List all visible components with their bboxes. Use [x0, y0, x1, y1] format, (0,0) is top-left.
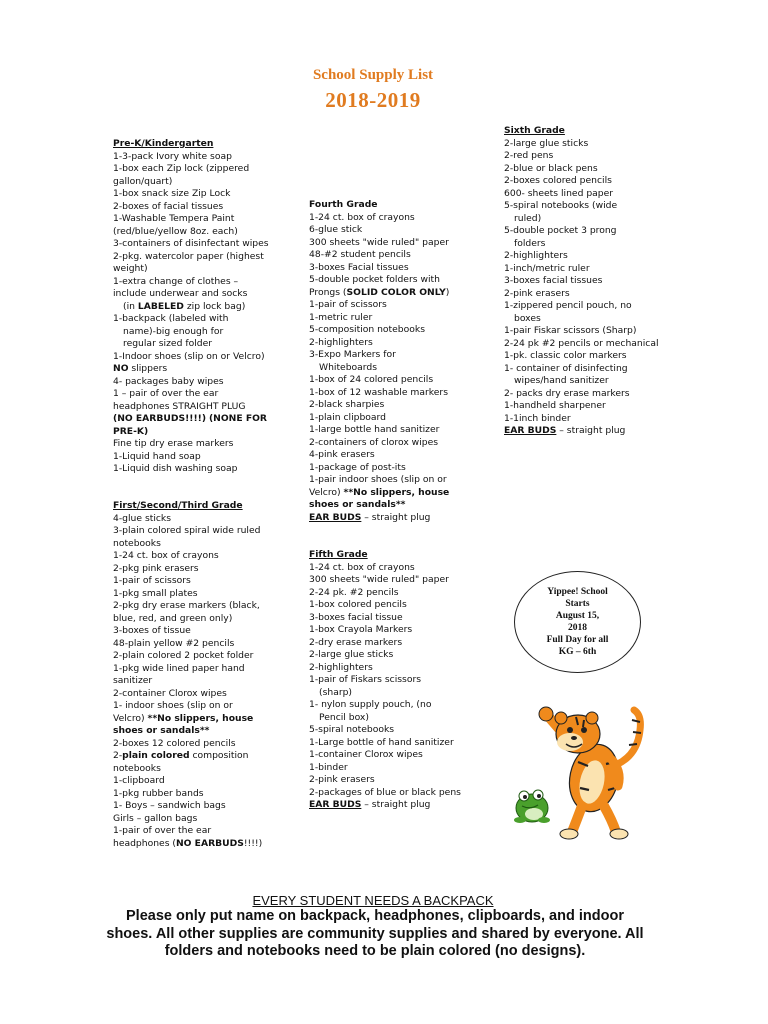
- list-item: 3-boxes facial tissue: [309, 611, 403, 623]
- list-item: 1- container of disinfecting: [504, 362, 628, 374]
- list-item: 1-box Crayola Markers: [309, 624, 413, 635]
- list-item: 3-containers of disinfectant wipes: [113, 238, 269, 249]
- mascot-artwork: [512, 690, 652, 840]
- list-item: 48-#2 student pencils: [309, 249, 411, 260]
- list-item: 1-box of 12 washable markers: [309, 386, 448, 398]
- announcement-line: KG – 6th: [558, 647, 597, 657]
- list-item: EAR BUDS – straight plug: [309, 511, 431, 523]
- list-item: 2-pink erasers: [309, 774, 375, 785]
- list-item: 2-highlighters: [504, 250, 568, 261]
- first-third-list: [113, 500, 262, 850]
- list-item: 1- indoor shoes (slip on or: [113, 700, 233, 711]
- list-item: 2-boxes colored pencils: [504, 175, 612, 186]
- list-item: (red/blue/yellow 8oz. each): [113, 225, 238, 237]
- school-start-announcement: [514, 571, 641, 673]
- list-item: 4-glue sticks: [113, 512, 172, 524]
- list-item: Prongs (SOLID COLOR ONLY): [309, 286, 450, 298]
- list-item: blue, red, and green only): [113, 612, 233, 624]
- list-item: shoes or sandals**: [309, 499, 406, 510]
- list-item: 1-box of 24 colored pencils: [309, 374, 434, 385]
- list-item: 5-spiral notebooks (wide: [504, 200, 618, 211]
- list-item: 1-pkg small plates: [113, 587, 198, 599]
- school-year: 2018-2019: [325, 88, 421, 112]
- fifth-grade-heading: Fifth Grade: [309, 549, 368, 560]
- list-item: 2-large glue sticks: [504, 137, 589, 149]
- page-title: School Supply List: [312, 67, 434, 83]
- list-item: 1-24 ct. box of crayons: [309, 561, 415, 573]
- list-item: 5-composition notebooks: [309, 324, 425, 335]
- list-item: 600- sheets lined paper: [504, 187, 614, 199]
- list-item: include underwear and socks: [113, 288, 248, 299]
- list-item: 2-highlighters: [309, 336, 373, 348]
- list-item: 6-glue stick: [309, 224, 363, 235]
- list-item: name)-big enough for: [123, 325, 224, 337]
- list-item: 5-double pocket 3 prong: [504, 225, 617, 236]
- list-item: 1-extra change of clothes –: [113, 275, 239, 287]
- list-item: 2- packs dry erase markers: [504, 387, 630, 399]
- list-item: 2-large glue sticks: [309, 649, 394, 660]
- announcement-line: Starts: [565, 599, 590, 609]
- list-item: 3-boxes facial tissues: [504, 275, 603, 286]
- list-item: 1-pkg wide lined paper hand: [113, 662, 245, 674]
- list-item: 1-pair indoor shoes (slip on or: [309, 474, 447, 485]
- list-item: notebooks: [113, 537, 161, 549]
- list-item: (sharp): [319, 686, 353, 698]
- list-item: 1-Indoor shoes (slip on or Velcro): [113, 350, 265, 362]
- list-item: 1-box each Zip lock (zippered: [113, 163, 250, 174]
- list-item: 1-box colored pencils: [309, 599, 407, 610]
- list-item: Girls – gallon bags: [113, 812, 198, 824]
- list-item: 2-boxes of facial tissues: [113, 200, 224, 212]
- list-item: headphones STRAIGHT PLUG: [113, 400, 246, 412]
- list-item: 2-dry erase markers: [309, 636, 403, 648]
- list-item: 300 sheets "wide ruled" paper: [309, 236, 449, 248]
- prek-heading: Pre-K/Kindergarten: [113, 138, 214, 149]
- list-item: 1-inch/metric ruler: [504, 262, 590, 274]
- list-item: 2-pkg pink erasers: [113, 562, 199, 574]
- announcement-line: August 15,: [555, 611, 600, 621]
- list-item: 2-blue or black pens: [504, 162, 598, 174]
- list-item: 1-zippered pencil pouch, no: [504, 300, 632, 311]
- list-item: 3-boxes Facial tissues: [309, 261, 409, 273]
- list-item: 4- packages baby wipes: [113, 375, 224, 387]
- tiger-mascot-illustration: [539, 707, 641, 839]
- list-item: Whiteboards: [319, 361, 378, 373]
- list-item: 2-pkg. watercolor paper (highest: [113, 250, 264, 262]
- list-item: 3-boxes of tissue: [113, 625, 191, 636]
- list-item: 1-container Clorox wipes: [309, 749, 423, 760]
- list-item: 5-spiral notebooks: [309, 724, 395, 735]
- list-item: 1-pkg rubber bands: [113, 787, 204, 799]
- list-item: 1- Boys – sandwich bags: [113, 800, 226, 811]
- list-item: 1-24 ct. box of crayons: [113, 550, 219, 561]
- list-item: 2-red pens: [504, 150, 554, 161]
- frog-illustration: [514, 790, 550, 823]
- first-third-heading: First/Second/Third Grade: [113, 500, 243, 511]
- list-item: Fine tip dry erase markers: [113, 438, 234, 449]
- list-item: 300 sheets "wide ruled" paper: [309, 574, 449, 585]
- list-item: 1-handheld sharpener: [504, 400, 606, 411]
- list-item: 2-container Clorox wipes: [113, 687, 227, 699]
- list-item: boxes: [514, 312, 541, 324]
- list-item: 1-pk. classic color markers: [504, 350, 627, 361]
- list-item: 2-black sharpies: [309, 399, 385, 410]
- list-item: 3-plain colored spiral wide ruled: [113, 525, 261, 536]
- list-item: wipes/hand sanitizer: [514, 375, 609, 386]
- list-item: (in LABELED zip lock bag): [123, 300, 246, 312]
- list-item: 2-highlighters: [309, 661, 373, 673]
- announcement-line: 2018: [568, 623, 587, 633]
- list-item: Velcro) **No slippers, house: [113, 712, 254, 724]
- list-item: weight): [113, 263, 148, 274]
- fourth-grade-list: [309, 199, 449, 524]
- list-item: 48-plain yellow #2 pencils: [113, 637, 235, 649]
- list-item: shoes or sandals**: [113, 725, 210, 736]
- list-item: 1-3-pack Ivory white soap: [113, 150, 232, 162]
- list-item: 1-1inch binder: [504, 412, 571, 424]
- list-item: regular sized folder: [123, 338, 212, 349]
- list-item: Velcro) **No slippers, house: [309, 486, 450, 498]
- list-item: 1-24 ct. box of crayons: [309, 211, 415, 223]
- list-item: sanitizer: [113, 675, 153, 686]
- list-item: 2-24 pk #2 pencils or mechanical: [504, 337, 659, 349]
- fifth-grade-list: [309, 549, 461, 812]
- list-item: Pencil box): [319, 711, 369, 723]
- list-item: 1-backpack (labeled with: [113, 313, 229, 324]
- list-item: 4-pink erasers: [309, 449, 375, 460]
- list-item: 1-large bottle hand sanitizer: [309, 424, 440, 435]
- list-item: 1-pair of over the ear: [113, 825, 212, 836]
- list-item: 1-Liquid hand soap: [113, 450, 201, 462]
- list-item: 1-pair Fiskar scissors (Sharp): [504, 325, 637, 336]
- sixth-grade-heading: Sixth Grade: [504, 125, 565, 136]
- list-item: 2-pkg dry erase markers (black,: [113, 600, 260, 611]
- list-item: folders: [514, 237, 546, 249]
- list-item: EAR BUDS – straight plug: [504, 425, 626, 436]
- list-item: 2-boxes 12 colored pencils: [113, 737, 236, 749]
- list-item: 5-double pocket folders with: [309, 274, 440, 285]
- announcement-line: Full Day for all: [546, 635, 609, 645]
- list-item: 2-packages of blue or black pens: [309, 786, 461, 798]
- list-item: 1-package of post-its: [309, 461, 406, 473]
- list-item: 1-metric ruler: [309, 311, 373, 323]
- list-item: PRE-K): [113, 425, 149, 437]
- list-item: 1-box snack size Zip Lock: [113, 188, 231, 199]
- list-item: 1-pair of scissors: [309, 299, 387, 310]
- list-item: 2-24 pk. #2 pencils: [309, 586, 399, 598]
- list-item: 3-Expo Markers for: [309, 349, 396, 360]
- list-item: ruled): [514, 212, 542, 224]
- list-item: EAR BUDS – straight plug: [309, 799, 431, 810]
- list-item: headphones (NO EARBUDS!!!!): [113, 837, 263, 849]
- list-item: NO slippers: [113, 363, 168, 374]
- backpack-headline: EVERY STUDENT NEEDS A BACKPACK: [252, 893, 494, 908]
- list-item: 1-Washable Tempera Paint: [113, 213, 235, 224]
- list-item: 1-pair of scissors: [113, 575, 191, 586]
- list-item: 2-plain colored 2 pocket folder: [113, 650, 254, 661]
- list-item: notebooks: [113, 762, 161, 774]
- list-item: 2-containers of clorox wipes: [309, 436, 439, 448]
- list-item: (NO EARBUDS!!!!) (NONE FOR: [113, 413, 267, 424]
- list-item: 1-pair of Fiskars scissors: [309, 674, 422, 685]
- list-item: 1 – pair of over the ear: [113, 388, 219, 399]
- list-item: 2-pink erasers: [504, 287, 570, 299]
- list-item: 1-plain clipboard: [309, 411, 386, 423]
- list-item: 1-clipboard: [113, 775, 165, 786]
- prek-list: [113, 138, 269, 476]
- list-item: gallon/quart): [113, 175, 173, 187]
- list-item: 1-binder: [309, 761, 348, 773]
- list-item: 1- nylon supply pouch, (no: [309, 699, 432, 710]
- sixth-grade-list: [504, 125, 659, 438]
- list-item: 2-plain colored composition: [113, 750, 249, 761]
- list-item: 1-Liquid dish washing soap: [113, 463, 238, 474]
- supplies-notice: Please only put name on backpack, headphones, clipboards, and indoor shoes. All other supplies are community supplies and shared by everyone. All folders and notebooks need to be plain colored (no designs).: [106, 908, 644, 959]
- fourth-grade-heading: Fourth Grade: [309, 199, 378, 210]
- list-item: 1-Large bottle of hand sanitizer: [309, 736, 454, 748]
- announcement-line: Yippee! School: [547, 587, 608, 597]
